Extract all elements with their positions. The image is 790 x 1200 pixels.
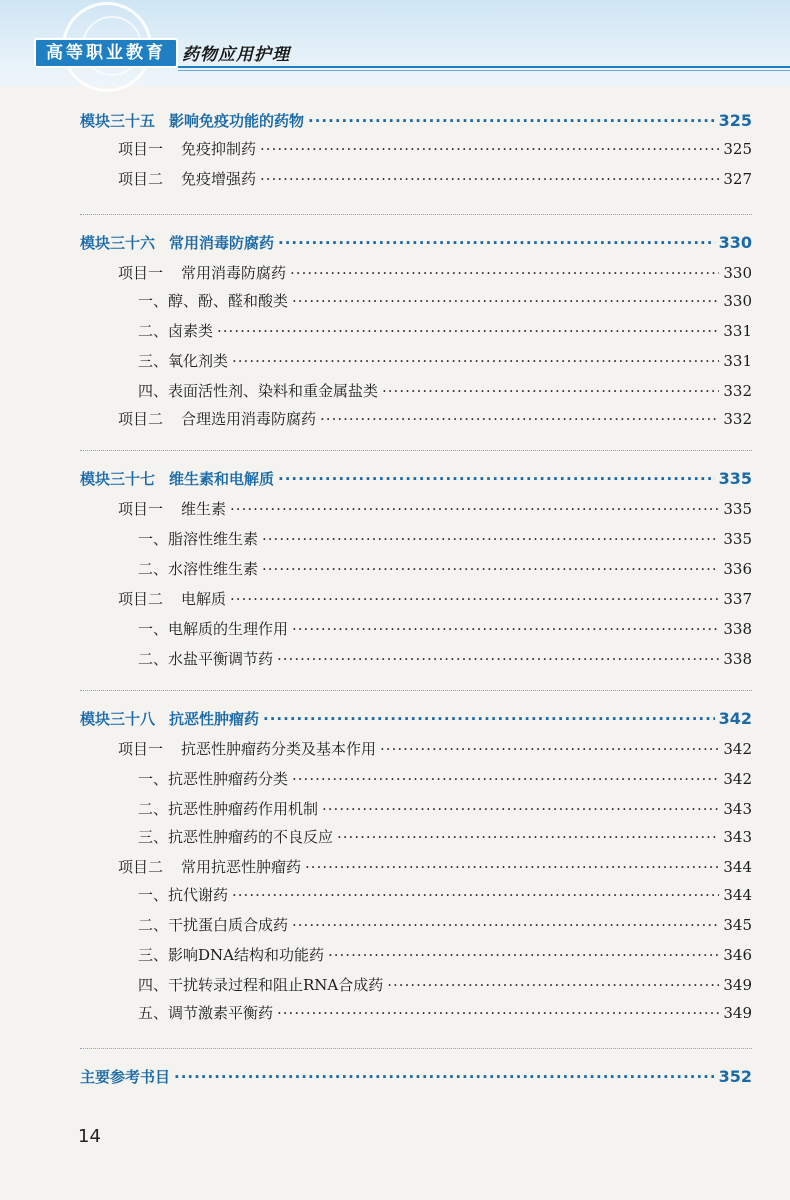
toc-entry-label [138, 380, 378, 401]
toc-entry-title: 二、抗恶性肿瘤药作用机制 [138, 800, 319, 818]
dot-leader [387, 976, 719, 994]
toc-entry-number: 模块三十五 [80, 112, 156, 130]
toc-entry-label [118, 588, 226, 609]
toc-entry-project[interactable] [80, 138, 752, 159]
toc-entry-section[interactable] [80, 648, 752, 669]
toc-entry-label [118, 856, 301, 877]
toc-entry-page: 337 [723, 590, 752, 608]
dot-leader [292, 620, 719, 638]
toc-entry-page: 349 [723, 1004, 752, 1022]
toc-entry-title: 一、电解质的生理作用 [138, 620, 289, 638]
toc-entry-page: 338 [723, 650, 752, 668]
toc-entry-label [118, 168, 256, 189]
toc-entry-section[interactable] [80, 290, 752, 311]
section-divider [80, 214, 752, 215]
toc-entry-page: 325 [723, 140, 752, 158]
toc-entry-page: 346 [723, 946, 752, 964]
toc-entry-label [138, 320, 213, 341]
toc-entry-page: 344 [723, 858, 752, 876]
toc-entry-title: 抗恶性肿瘤药 [169, 710, 260, 728]
toc-entry-title: 二、卤素类 [138, 322, 214, 340]
toc-entry-title: 免疫抑制药 [181, 140, 257, 158]
toc-entry-number: 模块三十八 [80, 710, 156, 728]
toc-entry-page: 342 [723, 770, 752, 788]
series-badge: 高等职业教育 [34, 38, 178, 68]
toc-entry-label [118, 408, 316, 429]
toc-entry-section[interactable] [80, 380, 752, 401]
toc-entry-label [138, 290, 288, 311]
toc-entry-page: 330 [723, 264, 752, 282]
dot-leader [292, 916, 719, 934]
dot-leader [292, 770, 719, 788]
dot-leader [290, 264, 719, 282]
header-rule [178, 66, 790, 68]
toc-entry-section[interactable] [80, 768, 752, 789]
toc-entry-module[interactable] [80, 468, 752, 489]
toc-entry-label [138, 798, 318, 819]
toc-entry-number: 项目二 [118, 858, 164, 876]
dot-leader [337, 828, 719, 846]
dot-leader [305, 858, 719, 876]
toc-entry-label [118, 498, 226, 519]
toc-entry-label [138, 914, 288, 935]
toc-entry-section[interactable] [80, 1002, 752, 1023]
toc-entry-title: 五、调节激素平衡药 [138, 1004, 274, 1022]
dot-leader [262, 560, 719, 578]
toc-entry-title: 主要参考书目 [80, 1068, 171, 1086]
toc-entry-page: 331 [723, 352, 752, 370]
toc-entry-section[interactable] [80, 558, 752, 579]
toc-entry-project[interactable] [80, 168, 752, 189]
toc-entry-title: 一、抗恶性肿瘤药分类 [138, 770, 289, 788]
toc-entry-label [118, 738, 376, 759]
toc-entry-number: 项目一 [118, 264, 164, 282]
toc-entry-page: 342 [723, 740, 752, 758]
toc-entry-title: 电解质 [181, 590, 227, 608]
toc-entry-section[interactable] [80, 798, 752, 819]
toc-entry-section[interactable] [80, 618, 752, 639]
section-divider [80, 450, 752, 451]
toc-entry-page: 342 [718, 709, 752, 728]
toc-entry-page: 325 [718, 111, 752, 130]
dot-leader [292, 292, 719, 310]
toc-entry-label [80, 1066, 170, 1087]
toc-entry-number: 项目一 [118, 740, 164, 758]
toc-entry-page: 332 [723, 382, 752, 400]
toc-entry-title: 合理选用消毒防腐药 [181, 410, 317, 428]
dot-leader [328, 946, 719, 964]
toc-entry-number: 项目二 [118, 410, 164, 428]
dot-leader [277, 1004, 719, 1022]
book-title: 药物应用护理 [182, 45, 290, 65]
toc-entry-page: 345 [723, 916, 752, 934]
toc-entry-title: 维生素和电解质 [169, 470, 275, 488]
toc-entry-label [80, 468, 274, 489]
toc-entry-label [138, 944, 324, 965]
toc-entry-title: 一、醇、酚、醛和酸类 [138, 292, 289, 310]
toc-entry-title: 免疫增强药 [181, 170, 257, 188]
toc-entry-section[interactable] [80, 350, 752, 371]
toc-entry-label [80, 110, 304, 131]
toc-entry-project[interactable] [80, 856, 752, 877]
toc-entry-number: 模块三十七 [80, 470, 156, 488]
toc-entry-title: 二、水盐平衡调节药 [138, 650, 274, 668]
toc-entry-page: 327 [723, 170, 752, 188]
toc-entry-label [138, 884, 228, 905]
toc-entry-module[interactable] [80, 110, 752, 131]
toc-entry-label [138, 618, 288, 639]
toc-entry-number: 项目一 [118, 500, 164, 518]
toc-entry-module[interactable] [80, 708, 752, 729]
toc-entry-project[interactable] [80, 408, 752, 429]
header-band [0, 0, 790, 86]
toc-entry-page: 335 [723, 530, 752, 548]
dot-leader [232, 886, 719, 904]
toc-entry-page: 335 [718, 469, 752, 488]
toc-entry-title: 二、水溶性维生素 [138, 560, 259, 578]
toc-entry-page: 343 [723, 800, 752, 818]
toc-entry-title: 一、脂溶性维生素 [138, 530, 259, 548]
toc-entry-title: 抗恶性肿瘤药分类及基本作用 [181, 740, 377, 758]
dot-leader [174, 1068, 715, 1086]
toc-entry-page: 330 [718, 233, 752, 252]
toc-entry-section[interactable] [80, 320, 752, 341]
toc-entry-label [80, 232, 274, 253]
toc-entry-page: 338 [723, 620, 752, 638]
toc-entry-title: 三、氧化剂类 [138, 352, 229, 370]
toc-entry-label [138, 826, 333, 847]
dot-leader [322, 800, 719, 818]
toc-entry-label [118, 138, 256, 159]
toc-entry-section[interactable] [80, 914, 752, 935]
toc-entry-label [138, 648, 273, 669]
toc-entry-project[interactable] [80, 738, 752, 759]
toc-entry-title: 常用抗恶性肿瘤药 [181, 858, 302, 876]
dot-leader [380, 740, 719, 758]
toc-entry-page: 343 [723, 828, 752, 846]
toc-entry-page: 352 [718, 1067, 752, 1086]
toc-entry-module[interactable] [80, 1066, 752, 1087]
dot-leader [230, 500, 719, 518]
toc-entry-title: 四、干扰转录过程和阻止RNA合成药 [138, 976, 384, 994]
toc-entry-number: 项目二 [118, 170, 164, 188]
toc-entry-title: 维生素 [181, 500, 227, 518]
toc-entry-page: 332 [723, 410, 752, 428]
toc-entry-project[interactable] [80, 262, 752, 283]
toc-entry-label [138, 1002, 273, 1023]
toc-entry-title: 常用消毒防腐药 [181, 264, 287, 282]
toc-entry-section[interactable] [80, 826, 752, 847]
page-number: 14 [78, 1126, 101, 1147]
toc-entry-title: 四、表面活性剂、染料和重金属盐类 [138, 382, 379, 400]
toc-entry-project[interactable] [80, 498, 752, 519]
section-divider [80, 1048, 752, 1049]
toc-entry-title: 三、抗恶性肿瘤药的不良反应 [138, 828, 334, 846]
toc-entry-title: 常用消毒防腐药 [169, 234, 275, 252]
toc-entry-label [138, 768, 288, 789]
dot-leader [260, 170, 719, 188]
toc-entry-page: 349 [723, 976, 752, 994]
dot-leader [277, 650, 719, 668]
toc-entry-title: 一、抗代谢药 [138, 886, 229, 904]
dot-leader [278, 234, 715, 252]
toc-entry-label [138, 558, 258, 579]
dot-leader [217, 322, 719, 340]
dot-leader [260, 140, 719, 158]
dot-leader [263, 710, 715, 728]
section-divider [80, 690, 752, 691]
toc-entry-number: 模块三十六 [80, 234, 156, 252]
toc-entry-module[interactable] [80, 232, 752, 253]
toc-entry-section[interactable] [80, 974, 752, 995]
toc-entry-label [80, 708, 259, 729]
dot-leader [262, 530, 719, 548]
toc-entry-page: 335 [723, 500, 752, 518]
dot-leader [230, 590, 719, 608]
toc-entry-section[interactable] [80, 528, 752, 549]
dot-leader [382, 382, 719, 400]
toc-entry-title: 三、影响DNA结构和功能药 [138, 946, 324, 964]
toc-entry-page: 331 [723, 322, 752, 340]
toc-entry-page: 330 [723, 292, 752, 310]
toc-entry-label [138, 350, 228, 371]
toc-entry-title: 二、干扰蛋白质合成药 [138, 916, 289, 934]
toc-entry-number: 项目二 [118, 590, 164, 608]
dot-leader [232, 352, 719, 370]
toc-entry-label [118, 262, 286, 283]
toc-entry-project[interactable] [80, 588, 752, 609]
header-rule-thin [178, 70, 790, 71]
toc-entry-section[interactable] [80, 944, 752, 965]
toc-entry-page: 336 [723, 560, 752, 578]
dot-leader [278, 470, 715, 488]
toc-entry-label [138, 974, 383, 995]
toc-entry-title: 影响免疫功能的药物 [169, 112, 305, 130]
toc-entry-label [138, 528, 258, 549]
dot-leader [320, 410, 719, 428]
toc-entry-page: 344 [723, 886, 752, 904]
dot-leader [308, 112, 715, 130]
toc-entry-number: 项目一 [118, 140, 164, 158]
toc-entry-section[interactable] [80, 884, 752, 905]
